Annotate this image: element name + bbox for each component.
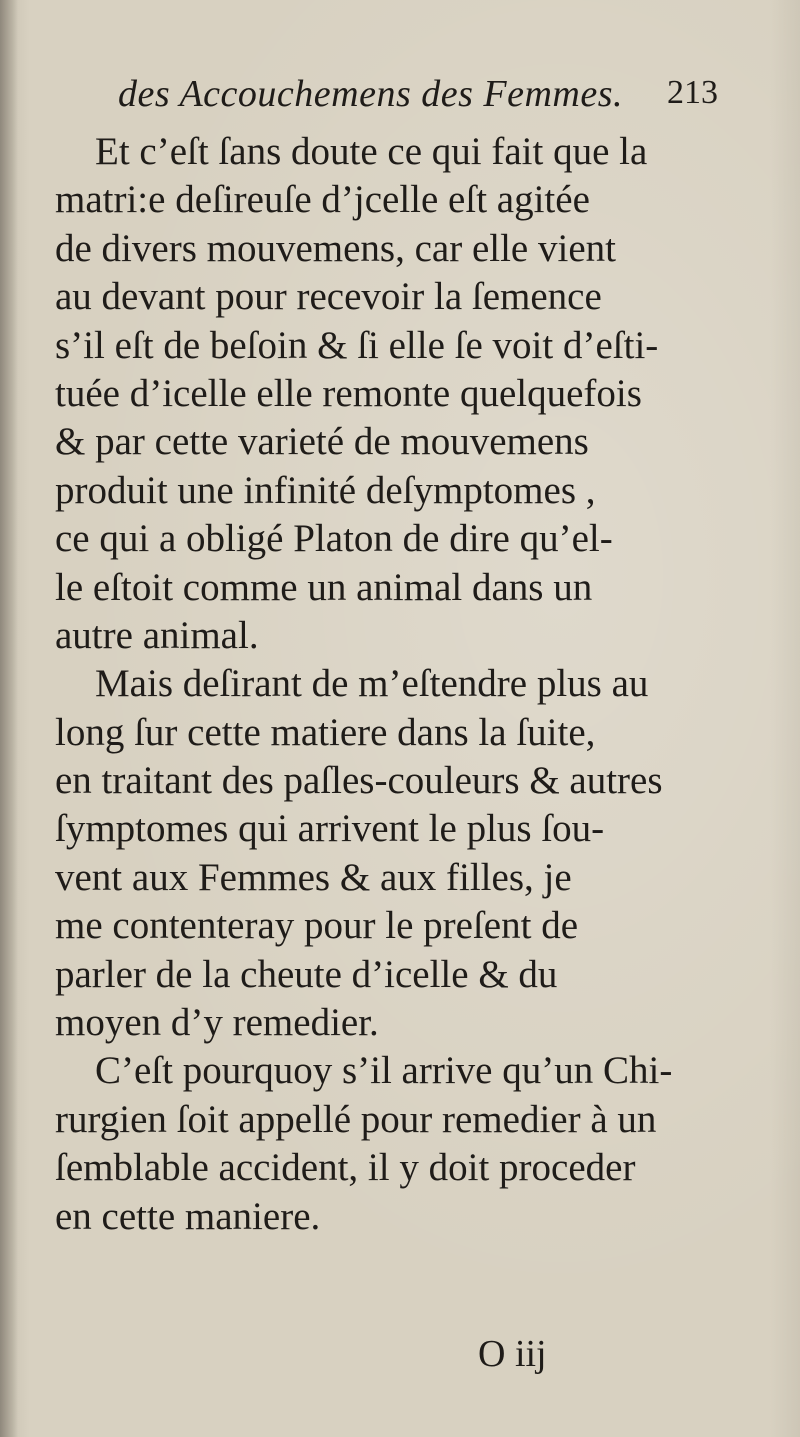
text-line: Mais deſirant de m’eſtendre plus au [95,662,649,706]
text-line: de divers mouvemens, car elle vient [55,226,616,270]
text-line: rurgien ſoit appellé pour remedier à un [55,1097,657,1141]
text-line: en traitant des paſles-couleurs & autres [55,759,663,803]
text-line: ſymptomes qui arrivent le plus ſou- [55,807,605,851]
text-line: produit une infinité deſymptomes , [55,468,596,512]
text-line: tuée d’icelle elle remonte quelquefois [55,371,642,415]
text-line: me contenteray pour le preſent de [55,904,579,948]
page-body [55,128,735,1241]
text-line: ſemblable accident, il y doit proceder [55,1146,636,1190]
text-line: s’il eſt de beſoin & ſi elle ſe voit d’eſti- [55,323,659,367]
text-line: matri:e deſireuſe d’jcelle eſt agitée [55,178,590,222]
text-line: le eſtoit comme un animal dans un [55,565,593,609]
text-line: Et c’eſt ſans doute ce qui fait que la [95,130,648,173]
running-head: des Accouchemens des Femmes. [118,73,624,115]
text-line: parler de la cheute d’icelle & du [55,952,558,996]
page-header [118,72,718,115]
text-line: autre animal. [55,613,259,657]
text-line: C’eſt pourquoy s’il arrive qu’un Chi- [95,1049,673,1093]
signature-mark: O iij [478,1333,547,1375]
text-line: au devant pour recevoir la ſemence [55,275,602,319]
text-line: vent aux Femmes & aux filles, je [55,855,572,899]
text-line: en cette maniere. [55,1194,321,1238]
page-number: 213 [667,74,718,111]
page-binding-edge [0,0,18,1437]
text-line: ce qui a obligé Platon de dire qu’el- [55,517,613,561]
text-line: & par cette varieté de mouvemens [55,420,589,464]
text-line: long ſur cette matiere dans la ſuite, [55,710,596,754]
text-line: moyen d’y remedier. [55,1001,379,1045]
